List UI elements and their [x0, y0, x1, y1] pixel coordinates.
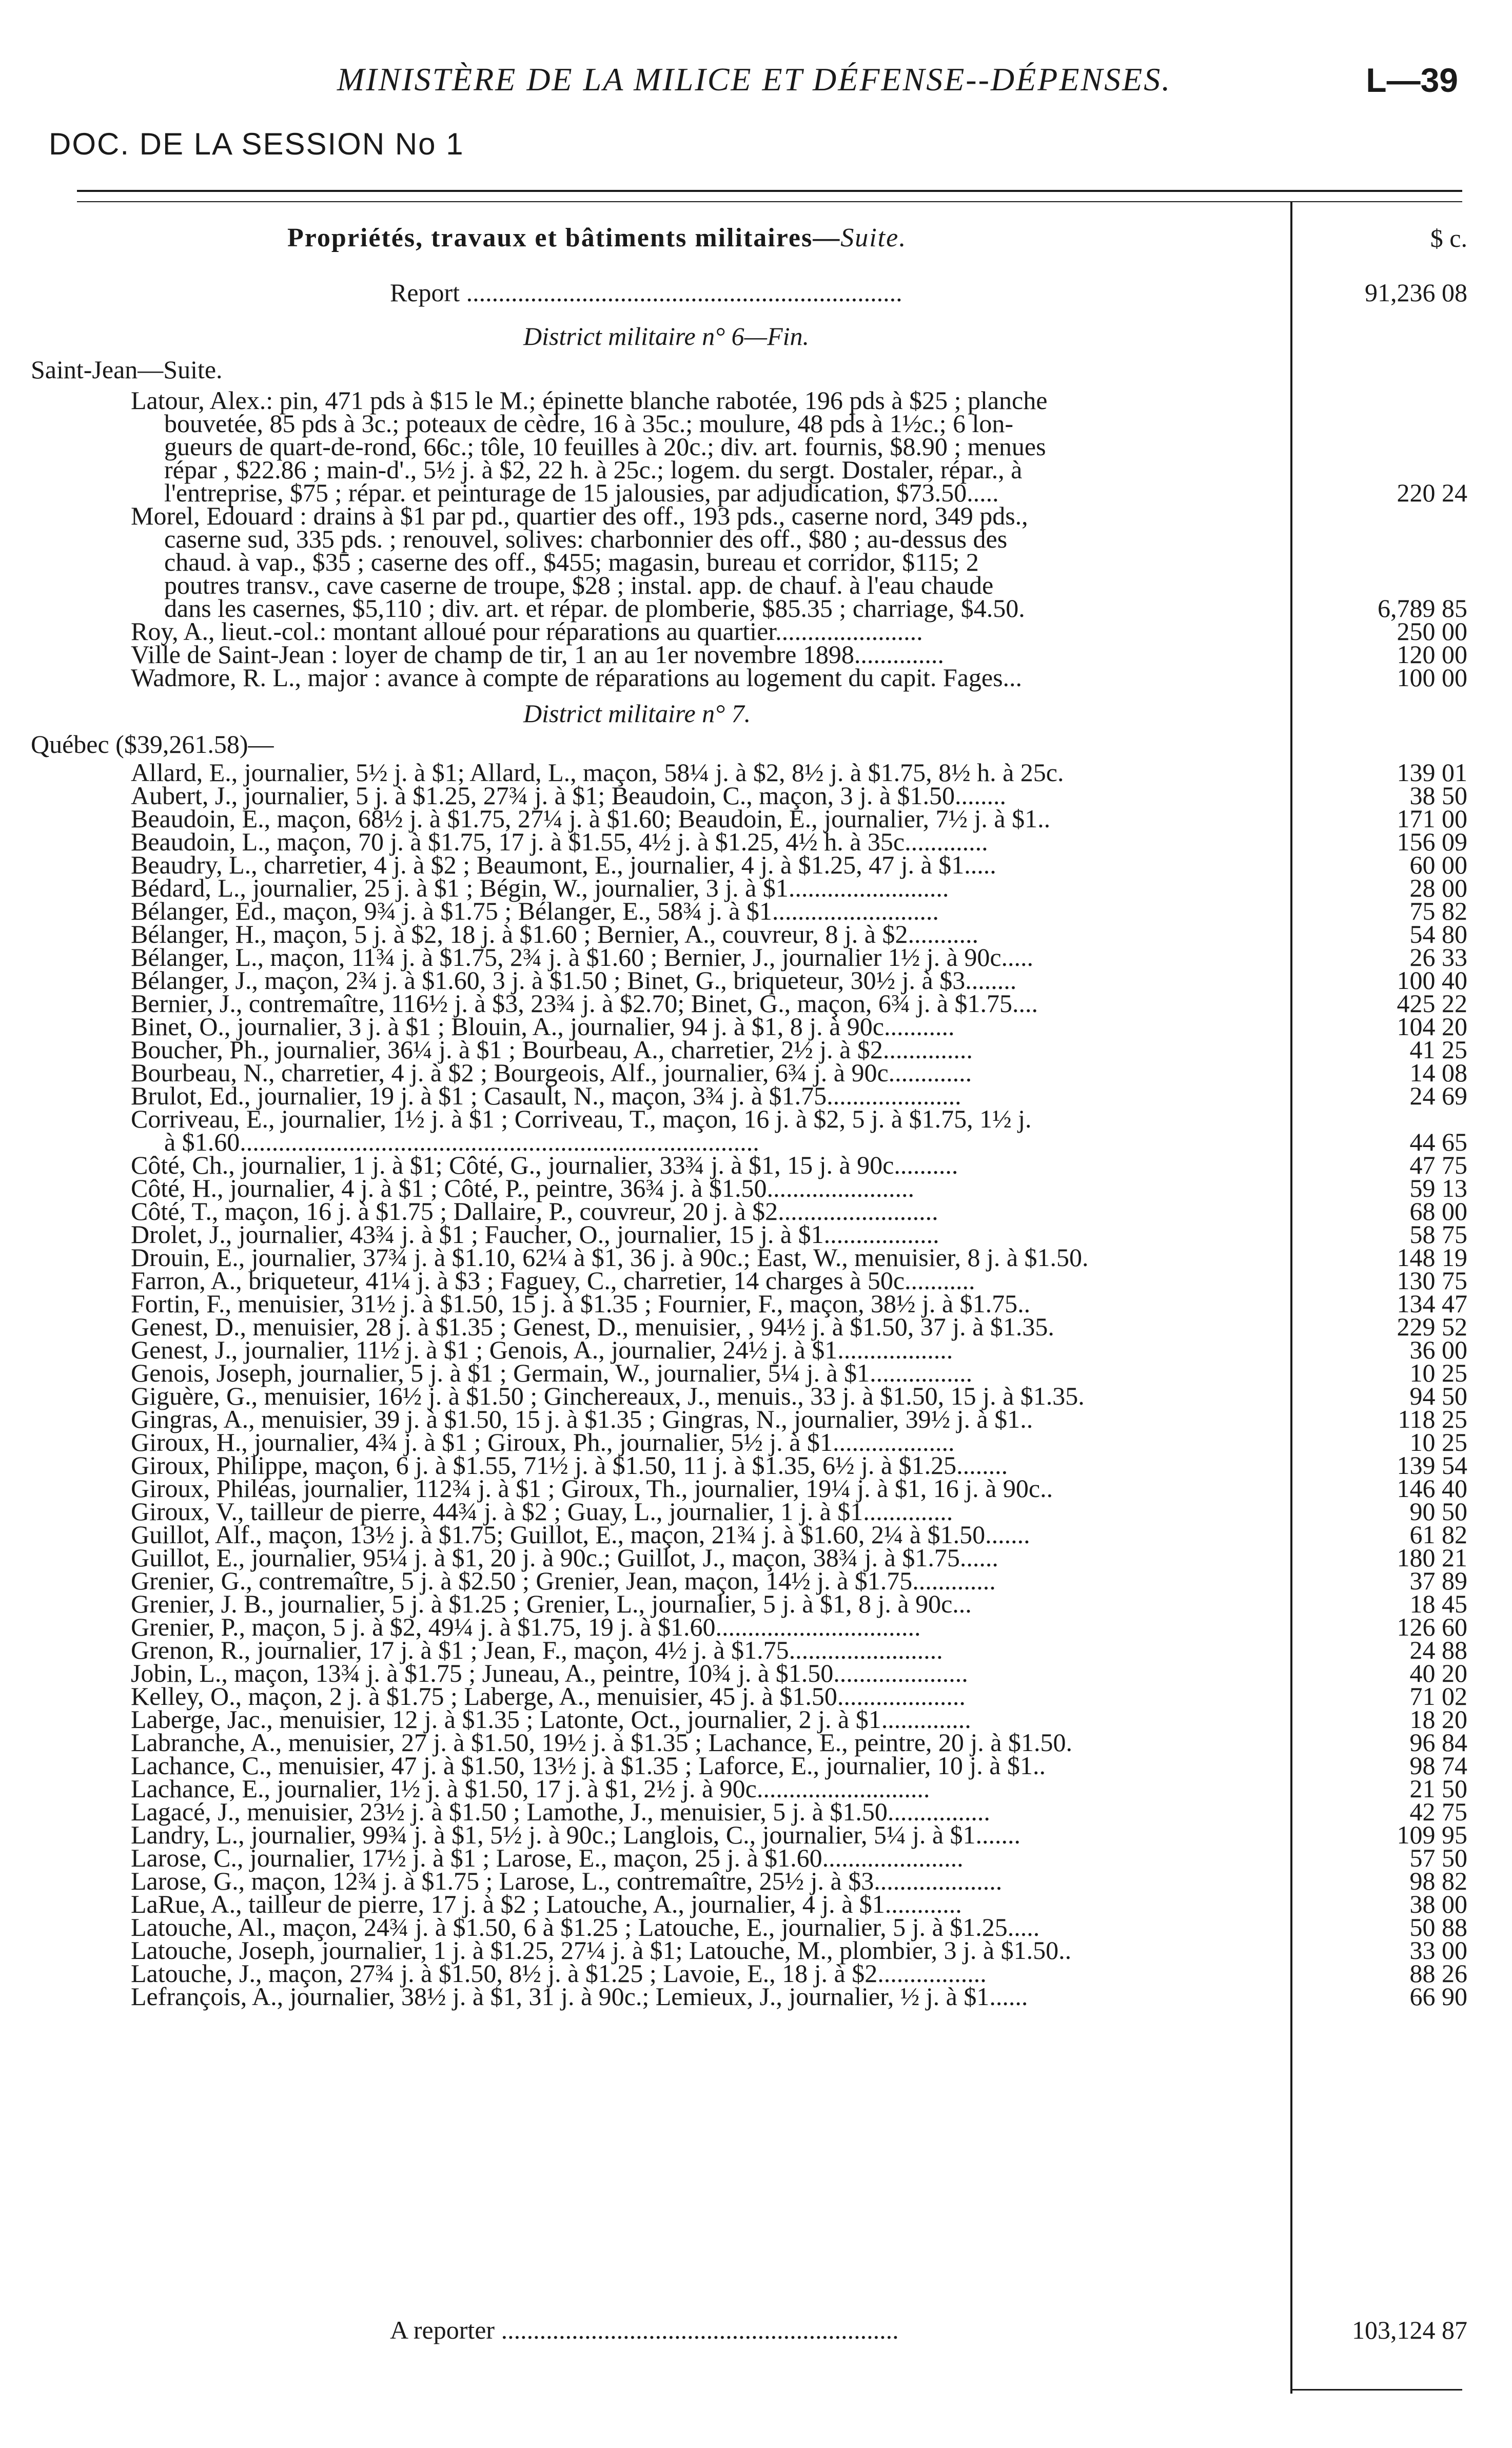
entry-amount: 171 00	[1397, 804, 1467, 833]
entry-amount: 139 54	[1397, 1451, 1467, 1480]
entry-amount: 130 75	[1397, 1266, 1467, 1295]
entry-text: Roy, A., lieut.-col.: montant alloué pour réparations au quartier.......................	[131, 617, 923, 646]
entry-amount: 57 50	[1409, 1843, 1467, 1872]
entry-text: Bélanger, Ed., maçon, 9¾ j. à $1.75 ; Bélanger, E., 58¾ j. à $1..........................	[131, 897, 939, 925]
entry-text: Allard, E., journalier, 5½ j. à $1; Allard, L., maçon, 58¼ j. à $2, 8½ j. à $1.75, 8½ h. à 25c.	[131, 758, 1064, 787]
entry-text: Binet, O., journalier, 3 j. à $1 ; Blouin, A., journalier, 94 j. à $1, 8 j. à 90c...........	[131, 1012, 955, 1041]
entry-text: Beaudoin, L., maçon, 70 j. à $1.75, 17 j. à $1.55, 4½ j. à $1.25, 4½ h. à 35c.............	[131, 827, 988, 856]
entry-amount: 21 50	[1409, 1774, 1467, 1803]
entry-text: Report ....................................................................	[390, 278, 902, 307]
entry-amount: 103,124 87	[1352, 2316, 1467, 2344]
entry-text: à $1.60.................................................................................	[164, 1128, 759, 1156]
entry-text: Bélanger, L., maçon, 11¾ j. à $1.75, 2¾ j. à $1.60 ; Bernier, J., journalier 1½ j. à 90c.....	[131, 943, 1034, 972]
entry-amount: 50 88	[1409, 1913, 1467, 1941]
entry-amount: 37 89	[1409, 1566, 1467, 1595]
entry-text	[287, 223, 907, 254]
entry-text: Giroux, V., tailleur de pierre, 44¾ j. à $2 ; Guay, L., journalier, 1 j. à $1..............	[131, 1497, 953, 1526]
entry-text: Boucher, Ph., journalier, 36¼ j. à $1 ; Bourbeau, A., charretier, 2½ j. à $2..............	[131, 1035, 973, 1064]
entry-amount: 229 52	[1397, 1312, 1467, 1341]
entry-text: dans les casernes, $5,110 ; div. art. et répar. de plomberie, $85.35 ; charriage, $4.50.	[164, 594, 1025, 623]
entry-amount: 26 33	[1409, 943, 1467, 972]
entry-amount: 120 00	[1397, 640, 1467, 669]
entry-amount: 33 00	[1409, 1936, 1467, 1965]
entry-amount: 47 75	[1409, 1151, 1467, 1179]
entry-text: Lachance, E., journalier, 1½ j. à $1.50, 17 j. à $1, 2½ j. à 90c...........................	[131, 1774, 930, 1803]
entry-amount: 96 84	[1409, 1728, 1467, 1757]
entry-text: Guillot, E., journalier, 95¼ j. à $1, 20 j. à 90c.; Guillot, J., maçon, 38¾ j. à $1.75......	[131, 1543, 998, 1572]
entry-amount: 18 45	[1409, 1589, 1467, 1618]
entry-text: Bernier, J., contremaître, 116½ j. à $3, 23¾ j. à $2.70; Binet, G., maçon, 6¾ j. à $1.75....	[131, 989, 1038, 1018]
entry-amount: 134 47	[1397, 1289, 1467, 1318]
entry-text: Gingras, A., menuisier, 39 j. à $1.50, 15 j. à $1.35 ; Gingras, N., journalier, 39½ j. à $1..	[131, 1405, 1033, 1433]
entry-text: Jobin, L., maçon, 13¾ j. à $1.75 ; Juneau, A., peintre, 10¾ j. à $1.50.....................	[131, 1659, 968, 1687]
entry-text: Genest, J., journalier, 11½ j. à $1 ; Genois, A., journalier, 24½ j. à $1..................	[131, 1335, 953, 1364]
entry-text: Latouche, J., maçon, 27¾ j. à $1.50, 8½ j. à $1.25 ; Lavoie, E., 18 j. à $2.................	[131, 1959, 987, 1988]
entry-text: Drouin, E., journalier, 37¾ j. à $1.10, 62¼ à $1, 36 j. à 90c.; East, W., menuisier, 8 j. à $1.50.	[131, 1243, 1089, 1272]
entry-text: bouvetée, 85 pds à 3c.; poteaux de cèdre, 16 à 35c.; moulure, 48 pds à 1½c.; 6 lon-	[164, 409, 1014, 438]
entry-amount: 10 25	[1409, 1358, 1467, 1387]
entry-text: l'entreprise, $75 ; répar. et peinturage de 15 jalousies, par adjudication, $73.50.....	[164, 478, 999, 507]
entry-amount: 100 00	[1397, 663, 1467, 692]
entry-amount: 61 82	[1409, 1520, 1467, 1549]
entry-text: Genois, Joseph, journalier, 5 j. à $1 ; Germain, W., journalier, 5¼ j. à $1................	[131, 1358, 973, 1387]
page-number: L—39	[1366, 61, 1458, 99]
entry-amount: 118 25	[1398, 1405, 1467, 1433]
entry-text: Lachance, C., menuisier, 47 j. à $1.50, 13½ j. à $1.35 ; Laforce, E., journalier, 10 j. à $1..	[131, 1751, 1046, 1780]
entry-text: Corriveau, E., journalier, 1½ j. à $1 ; Corriveau, T., maçon, 16 j. à $2, 5 j. à $1.75, 1½ j.	[131, 1104, 1032, 1133]
entry-amount: 146 40	[1397, 1474, 1467, 1503]
entry-text: District militaire n° 6—Fin.	[523, 322, 810, 351]
entry-amount: 98 74	[1409, 1751, 1467, 1780]
entry-text: Bédard, L., journalier, 25 j. à $1 ; Bégin, W., journalier, 3 j. à $1.........................	[131, 873, 949, 902]
entry-text: Québec ($39,261.58)—	[31, 730, 274, 759]
entry-amount: 91,236 08	[1365, 278, 1467, 307]
entry-text: Brulot, Ed., journalier, 19 j. à $1 ; Casault, N., maçon, 3¾ j. à $1.75.....................	[131, 1081, 961, 1110]
report-line	[0, 2315, 1512, 2345]
header-rule	[77, 190, 1462, 192]
entry-text: Latouche, Al., maçon, 24¾ j. à $1.50, 6 à $1.25 ; Latouche, E., journalier, 5 j. à $1.25.....	[131, 1913, 1040, 1941]
entry-text: Giroux, H., journalier, 4¾ j. à $1 ; Giroux, Ph., journalier, 5½ j. à $1...................	[131, 1428, 955, 1456]
entry-text: Bourbeau, N., charretier, 4 j. à $2 ; Bourgeois, Alf., journalier, 6¾ j. à 90c.............	[131, 1058, 972, 1087]
entry-text: Guillot, Alf., maçon, 13½ j. à $1.75; Guillot, E., maçon, 21¾ j. à $1.60, 2¼ à $1.50.......	[131, 1520, 1030, 1549]
entry-amount: 100 40	[1397, 966, 1467, 995]
entry-amount: 425 22	[1397, 989, 1467, 1018]
entry-text: Côté, Ch., journalier, 1 j. à $1; Côté, G., journalier, 33¾ j. à $1, 15 j. à 90c..........	[131, 1151, 958, 1179]
entry-amount: 104 20	[1397, 1012, 1467, 1041]
entry-amount: 38 50	[1409, 781, 1467, 810]
entry-amount: 36 00	[1409, 1335, 1467, 1364]
entry-amount: 75 82	[1409, 897, 1467, 925]
entry-amount: 18 20	[1409, 1705, 1467, 1734]
entry-text: Grenier, P., maçon, 5 j. à $2, 49¼ j. à $1.75, 19 j. à $1.60................................	[131, 1612, 921, 1641]
entry-text: Farron, A., briqueteur, 41¼ j. à $3 ; Faguey, C., charretier, 14 charges à 50c...........	[131, 1266, 975, 1295]
entry-amount: 60 00	[1409, 850, 1467, 879]
entry-text: Giguère, G., menuisier, 16½ j. à $1.50 ; Ginchereaux, J., menuis., 33 j. à $1.50, 15 j. à $1.35.	[131, 1382, 1085, 1410]
entry-text: Grenier, G., contremaître, 5 j. à $2.50 ; Grenier, Jean, maçon, 14½ j. à $1.75.............	[131, 1566, 996, 1595]
entry-text: Côté, T., maçon, 16 j. à $1.75 ; Dallaire, P., couvreur, 20 j. à $2.........................	[131, 1197, 938, 1226]
entry-text: Fortin, F., menuisier, 31½ j. à $1.50, 15 j. à $1.35 ; Fournier, F., maçon, 38½ j. à $1.75..	[131, 1289, 1031, 1318]
entry-text: poutres transv., cave caserne de troupe, $28 ; instal. app. de chauf. à l'eau chaude	[164, 571, 994, 599]
entry-amount: 24 69	[1409, 1081, 1467, 1110]
entry-amount: 148 19	[1397, 1243, 1467, 1272]
entry-text: Grenier, J. B., journalier, 5 j. à $1.25 ; Grenier, L., journalier, 5 j. à $1, 8 j. à 90c...	[131, 1589, 972, 1618]
district-heading	[0, 321, 1512, 352]
entry-text: Labranche, A., menuisier, 27 j. à $1.50, 19½ j. à $1.35 ; Lachance, E., peintre, 20 j. à $1.50.	[131, 1728, 1072, 1757]
entry-text: Lefrançois, A., journalier, 38½ j. à $1, 31 j. à 90c.; Lemieux, J., journalier, ½ j. à $1......	[131, 1982, 1028, 2011]
entry-text: Larose, C., journalier, 17½ j. à $1 ; Larose, E., maçon, 25 j. à $1.60......................	[131, 1843, 964, 1872]
section-heading	[0, 223, 1512, 254]
entry-text: Giroux, Philéas, journalier, 112¾ j. à $1 ; Giroux, Th., journalier, 19¼ j. à $1, 16 j. à 90c..	[131, 1474, 1053, 1503]
entry-text: Giroux, Philippe, maçon, 6 j. à $1.55, 71½ j. à $1.50, 11 j. à $1.35, 6½ j. à $1.25........	[131, 1451, 1008, 1480]
entry-text: Kelley, O., maçon, 2 j. à $1.75 ; Laberge, A., menuisier, 45 j. à $1.50....................	[131, 1682, 966, 1711]
entry-text: Lagacé, J., menuisier, 23½ j. à $1.50 ; Lamothe, J., menuisier, 5 j. à $1.50................	[131, 1797, 990, 1826]
entry-amount: 42 75	[1409, 1797, 1467, 1826]
place-heading	[0, 354, 1512, 385]
entry-text: Aubert, J., journalier, 5 j. à $1.25, 27¾ j. à $1; Beaudoin, C., maçon, 3 j. à $1.50........	[131, 781, 1007, 810]
entry-amount: 250 00	[1397, 617, 1467, 646]
entry-text: Grenon, R., journalier, 17 j. à $1 ; Jean, F., maçon, 4½ j. à $1.75........................	[131, 1636, 943, 1664]
ledger-entry	[0, 662, 1512, 693]
entry-amount: 180 21	[1397, 1543, 1467, 1572]
total-rule	[1290, 2389, 1462, 2391]
entry-text: chaud. à vap., $35 ; caserne des off., $455; magasin, bureau et corridor, $115; 2	[164, 548, 979, 576]
entry-text: Morel, Edouard : drains à $1 par pd., quartier des off., 193 pds., caserne nord, 349 pds.,	[131, 501, 1028, 530]
ledger-entry	[0, 1981, 1512, 2012]
entry-text: A reporter ..............................................................	[390, 2316, 899, 2344]
entry-amount: 71 02	[1409, 1682, 1467, 1711]
entry-amount: 54 80	[1409, 920, 1467, 948]
entry-amount: 98 82	[1409, 1867, 1467, 1895]
entry-amount: 126 60	[1397, 1612, 1467, 1641]
entry-text: Saint-Jean—Suite.	[31, 355, 223, 384]
entry-amount: 68 00	[1409, 1197, 1467, 1226]
header-rule-thin	[77, 201, 1462, 202]
entry-text: Ville de Saint-Jean : loyer de champ de tir, 1 an au 1er novembre 1898..............	[131, 640, 944, 669]
entry-text: gueurs de quart-de-rond, 66c.; tôle, 10 feuilles à 20c.; div. art. fournis, $8.90 ; menues	[164, 432, 1046, 461]
entry-amount: 109 95	[1397, 1820, 1467, 1849]
entry-amount: 66 90	[1409, 1982, 1467, 2011]
entry-text: Bélanger, H., maçon, 5 j. à $2, 18 j. à $1.60 ; Bernier, A., couvreur, 8 j. à $2...........	[131, 920, 978, 948]
entry-amount: 40 20	[1409, 1659, 1467, 1687]
entry-amount: 156 09	[1397, 827, 1467, 856]
entry-amount: 44 65	[1409, 1128, 1467, 1156]
entry-amount: 59 13	[1409, 1174, 1467, 1202]
entry-amount: 24 88	[1409, 1636, 1467, 1664]
entry-text: District militaire n° 7.	[523, 699, 751, 728]
entry-amount: 94 50	[1409, 1382, 1467, 1410]
district-heading	[0, 698, 1512, 729]
entry-text: Laberge, Jac., menuisier, 12 j. à $1.35 ; Latonte, Oct., journalier, 2 j. à $1..............	[131, 1705, 971, 1734]
section-suffix: Suite.	[840, 223, 907, 252]
entry-amount: 38 00	[1409, 1890, 1467, 1918]
entry-text: Drolet, J., journalier, 43¾ j. à $1 ; Faucher, O., journalier, 15 j. à $1..................	[131, 1220, 939, 1249]
entry-amount: 58 75	[1409, 1220, 1467, 1249]
entry-text: répar , $22.86 ; main-d'., 5½ j. à $2, 22 h. à 25c.; logem. du sergt. Dostaler, répar., à	[164, 455, 1023, 484]
entry-amount: 28 00	[1409, 873, 1467, 902]
entry-amount: 14 08	[1409, 1058, 1467, 1087]
doc-session-label: DOC. DE LA SESSION No 1	[49, 127, 464, 161]
entry-text: Latouche, Joseph, journalier, 1 j. à $1.25, 27¼ j. à $1; Latouche, M., plombier, 3 j. à $1.50..	[131, 1936, 1072, 1965]
entry-amount: $ c.	[1430, 224, 1467, 252]
entry-text: Latour, Alex.: pin, 471 pds à $15 le M.; épinette blanche rabotée, 196 pds à $25 ; planche	[131, 386, 1048, 415]
entry-text: Côté, H., journalier, 4 j. à $1 ; Côté, P., peintre, 36¾ j. à $1.50.......................	[131, 1174, 914, 1202]
entry-text: Wadmore, R. L., major : avance à compte de réparations au logement du capit. Fages...	[131, 663, 1023, 692]
entry-amount: 90 50	[1409, 1497, 1467, 1526]
entry-text: Genest, D., menuisier, 28 j. à $1.35 ; Genest, D., menuisier, , 94½ j. à $1.50, 37 j. à $1.35.	[131, 1312, 1054, 1341]
place-heading	[0, 729, 1512, 760]
entry-amount: 220 24	[1397, 478, 1467, 507]
entry-text: Landry, L., journalier, 99¾ j. à $1, 5½ j. à 90c.; Langlois, C., journalier, 5¼ j. à $1.......	[131, 1820, 1021, 1849]
entry-amount: 10 25	[1409, 1428, 1467, 1456]
entry-amount: 88 26	[1409, 1959, 1467, 1988]
entry-text: LaRue, A., tailleur de pierre, 17 j. à $2 ; Latouche, A., journalier, 4 j. à $1............	[131, 1890, 962, 1918]
entry-amount: 139 01	[1397, 758, 1467, 787]
section-title: Propriétés, travaux et bâtiments militaires—	[287, 223, 841, 252]
running-title: MINISTÈRE DE LA MILICE ET DÉFENSE--DÉPENSES.	[337, 61, 1172, 98]
entry-text: caserne sud, 335 pds. ; renouvel, solives: charbonnier des off., $80 ; au-dessus des	[164, 524, 1008, 553]
entry-amount: 6,789 85	[1378, 594, 1467, 623]
entry-text: Larose, G., maçon, 12¾ j. à $1.75 ; Larose, L., contremaître, 25½ j. à $3....................	[131, 1867, 1003, 1895]
report-line	[0, 277, 1512, 308]
entry-amount: 41 25	[1409, 1035, 1467, 1064]
entry-text: Beaudry, L., charretier, 4 j. à $2 ; Beaumont, E., journalier, 4 j. à $1.25, 47 j. à $1.....	[131, 850, 996, 879]
entry-text: Bélanger, J., maçon, 2¾ j. à $1.60, 3 j. à $1.50 ; Binet, G., briqueteur, 30½ j. à $3........	[131, 966, 1017, 995]
entry-text: Beaudoin, E., maçon, 68½ j. à $1.75, 27¼ j. à $1.60; Beaudoin, E., journalier, 7½ j. à $1..	[131, 804, 1051, 833]
